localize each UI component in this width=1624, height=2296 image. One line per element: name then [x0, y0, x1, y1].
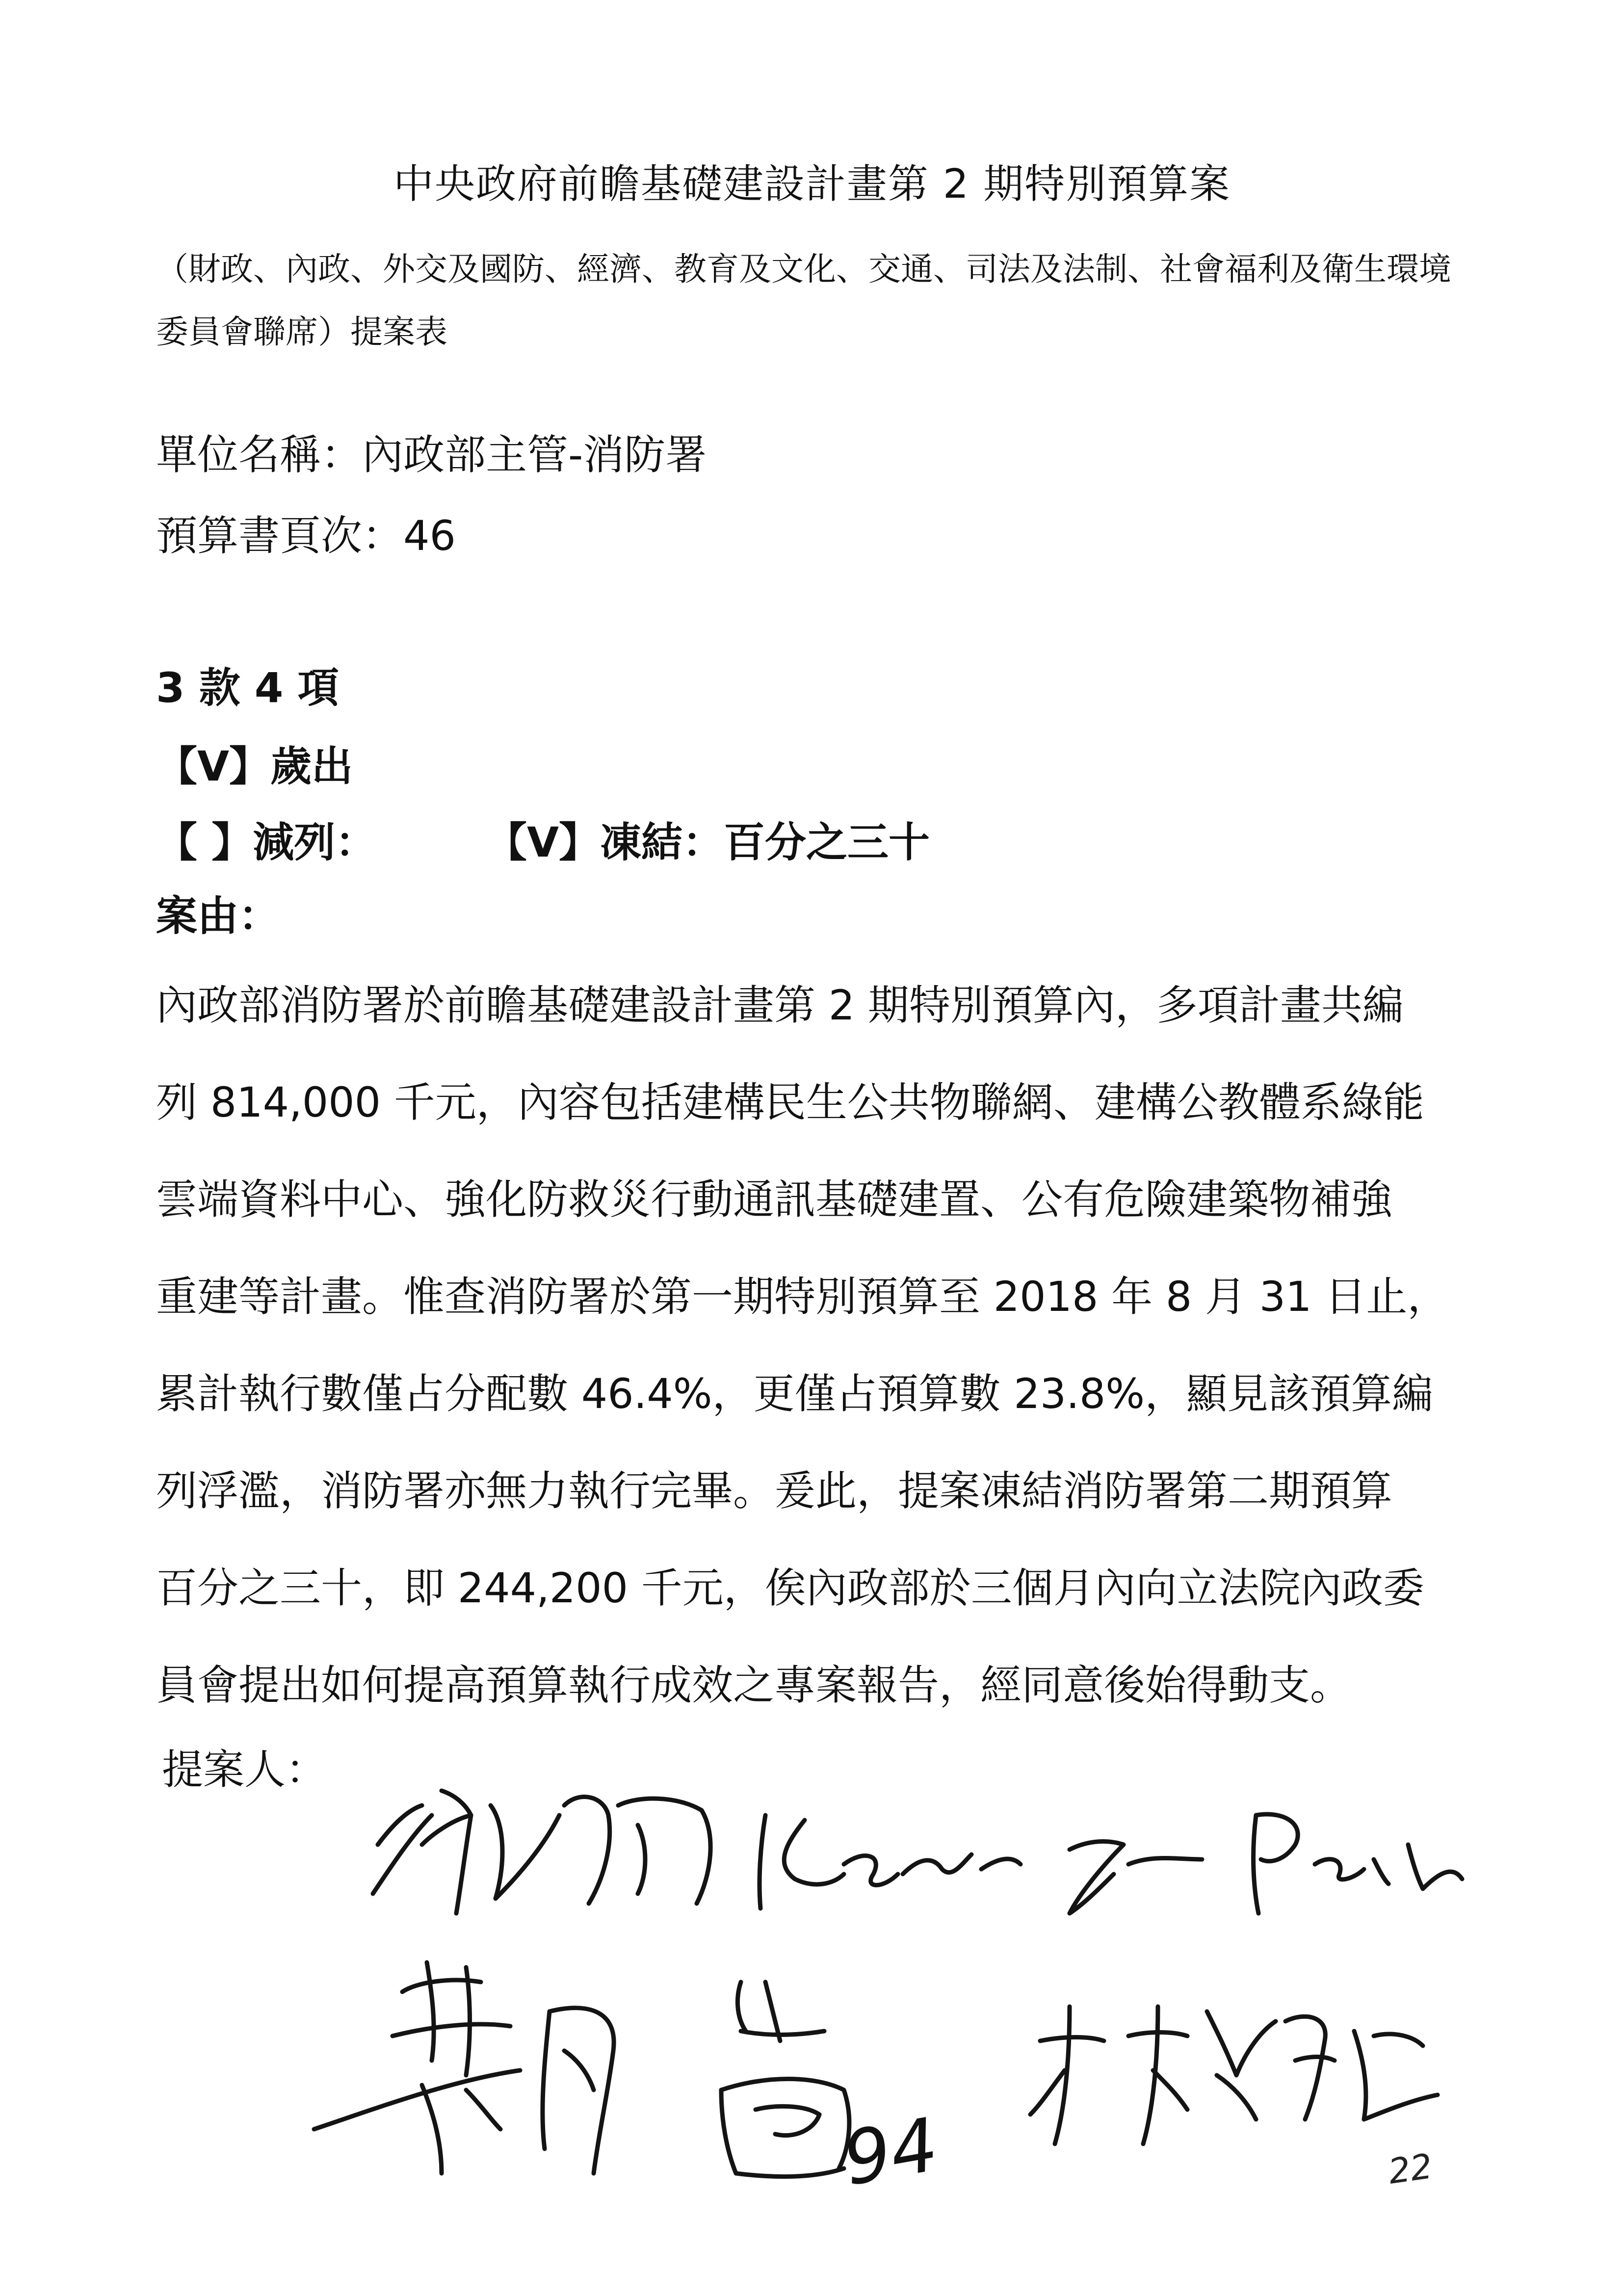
reduce-checkbox: 【 】減列： — [156, 818, 377, 866]
reason-line: 累計執行數僅占分配數 46.4%，更僅占預算數 23.8%，顯見該預算編 — [156, 1370, 1434, 1418]
committee-subtitle — [156, 238, 1510, 364]
signature-5 — [1030, 2007, 1438, 2144]
reason-line: 列浮濫，消防署亦無力執行完畢。爰此，提案凍結消防署第二期預算 — [156, 1467, 1393, 1515]
reason-label: 案由： — [156, 892, 280, 940]
handwritten-number: 94 — [837, 2102, 944, 2203]
reason-line: 百分之三十，即 244,200 千元，俟內政部於三個月內向立法院內政委 — [156, 1564, 1424, 1612]
unit-name: 單位名稱：內政部主管-消防署 — [156, 431, 707, 479]
budget-page-ref: 預算書頁次：46 — [156, 512, 456, 560]
budget-item: 3 款 4 項 — [156, 664, 339, 712]
reason-body — [156, 957, 1510, 1734]
signature-2 — [760, 1814, 1462, 1913]
proposer-label: 提案人： — [162, 1746, 327, 1794]
page-number: 22 — [1386, 2146, 1435, 2192]
reason-line: 員會提出如何提高預算執行成效之專案報告，經同意後始得動支。 — [156, 1661, 1352, 1709]
signature-1 — [373, 1791, 710, 1913]
reason-line: 內政部消防署於前瞻基礎建設計畫第 2 期特別預算內，多項計畫共編 — [156, 981, 1404, 1029]
document-title: 中央政府前瞻基礎建設計畫第 2 期特別預算案 — [393, 161, 1231, 208]
signature-3 — [314, 1962, 614, 2173]
committee-line: （財政、內政、外交及國防、經濟、教育及文化、交通、司法及法制、社會福利及衛生環境 — [156, 250, 1451, 288]
signature-4 — [721, 1982, 849, 2177]
reason-line: 雲端資料中心、強化防救災行動通訊基礎建置、公有危險建築物補強 — [156, 1175, 1393, 1224]
freeze-checkbox: 【V】凍結：百分之三十 — [486, 818, 930, 866]
reason-line: 重建等計畫。惟查消防署於第一期特別預算至 2018 年 8 月 31 日止， — [156, 1273, 1449, 1321]
committee-line: 委員會聯席）提案表 — [156, 313, 447, 351]
expenditure-checkbox: 【V】歲出 — [156, 742, 353, 790]
reason-line: 列 814,000 千元，內容包括建構民生公共物聯網、建構公教體系綠能 — [156, 1078, 1424, 1126]
